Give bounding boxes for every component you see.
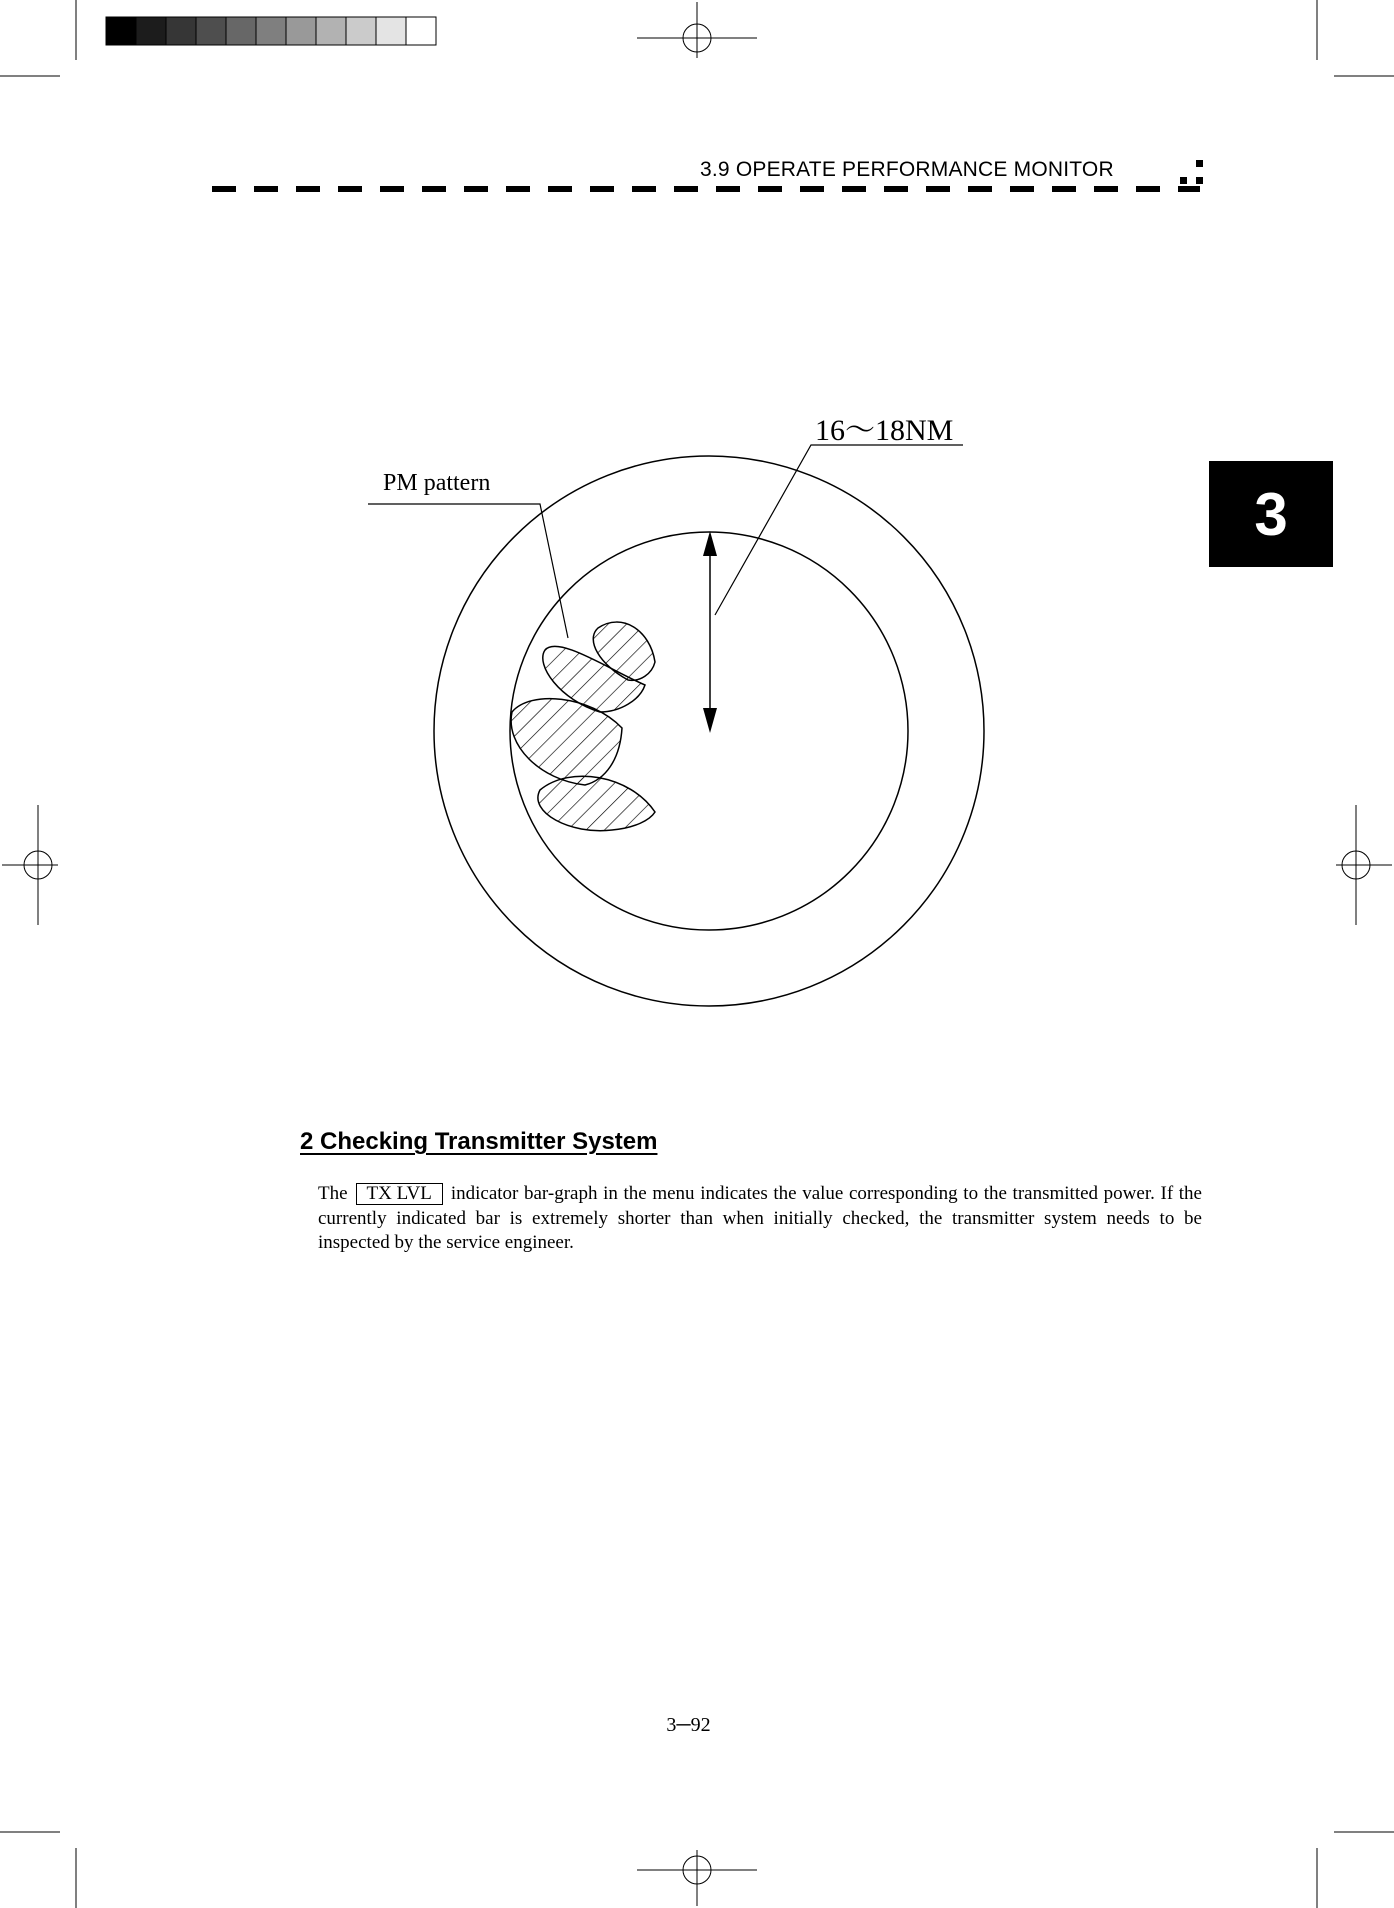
- gray-scale-cell: [256, 17, 286, 45]
- registration-mark-right: [1336, 805, 1392, 925]
- gray-scale-cell: [166, 17, 196, 45]
- section-heading: 2 Checking Transmitter System: [300, 1128, 658, 1155]
- registration-marks: [2, 2, 1392, 1906]
- header-section-title: 3.9 OPERATE PERFORMANCE MONITOR: [700, 158, 1114, 181]
- chapter-tab: 3: [1209, 461, 1333, 567]
- tx-lvl-key: TX LVL: [356, 1183, 443, 1205]
- section-body: [318, 1182, 1202, 1256]
- gray-scale-cell: [286, 17, 316, 45]
- header-dot-mark: [1196, 160, 1203, 167]
- range-leader-line: [715, 445, 963, 615]
- pm-pattern-label: PM pattern: [383, 470, 491, 496]
- header-dot-mark: [1196, 177, 1203, 184]
- range-label: [815, 405, 953, 449]
- gray-scale-cell: [376, 17, 406, 45]
- header-dot-mark: [1180, 177, 1187, 184]
- range-arrow-head-up: [703, 531, 717, 556]
- registration-mark-left: [2, 805, 58, 925]
- range-arrow-head-down: [703, 708, 717, 733]
- gray-scale-cell: [106, 17, 136, 45]
- pm-leader-line: [368, 504, 568, 638]
- gray-scale-strip: [106, 17, 436, 45]
- registration-mark-top: [637, 2, 757, 58]
- gray-scale-cell: [406, 17, 436, 45]
- pm-figure: [368, 445, 984, 1006]
- gray-scale-cell: [316, 17, 346, 45]
- gray-scale-cell: [346, 17, 376, 45]
- pm-pattern-arcs: [511, 622, 655, 831]
- gray-scale-cell: [226, 17, 256, 45]
- gray-scale-cell: [196, 17, 226, 45]
- body-text: indicator bar-graph in the menu indicates the value corresponding to the transmitted power. If the currently indicated bar is extremely shorter than when initially checked, the transmitter system needs to be inspected by the service engineer.: [318, 1183, 1202, 1253]
- page-number: 3─92: [666, 1714, 711, 1736]
- body-prefix: The: [318, 1183, 348, 1204]
- range-label-text: 16～18NM: [815, 414, 954, 447]
- gray-scale-cell: [136, 17, 166, 45]
- registration-mark-bottom: [637, 1850, 757, 1906]
